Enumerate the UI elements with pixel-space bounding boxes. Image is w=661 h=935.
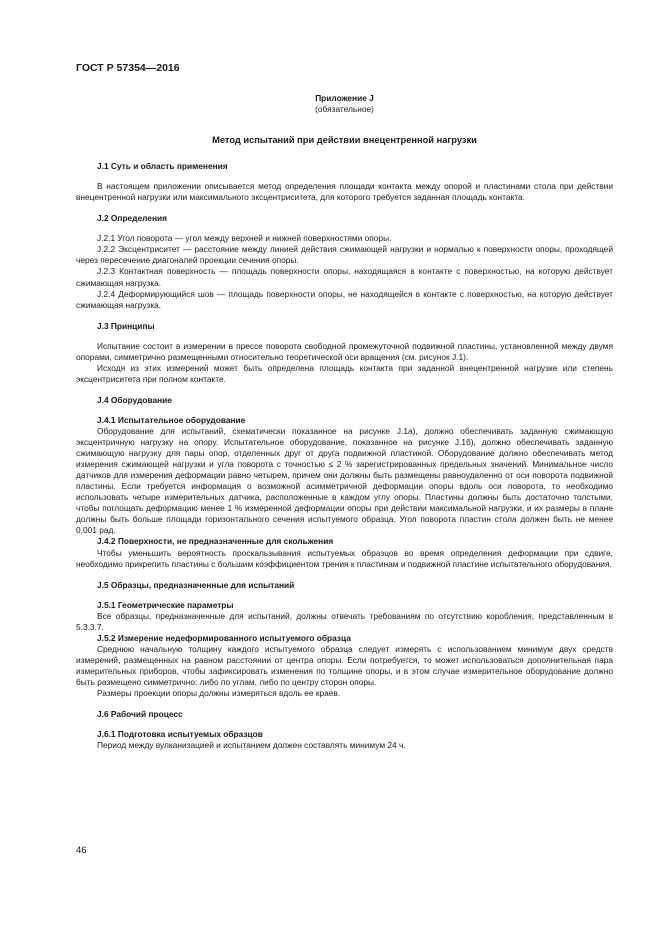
section-j1 bbox=[76, 161, 613, 203]
page-content bbox=[76, 93, 613, 751]
section-heading: J.1 Суть и область применения bbox=[97, 161, 228, 172]
standard-code: ГОСТ Р 57354—2016 bbox=[76, 62, 180, 74]
paragraph: Среднюю начальную толщину каждого испытуемого образца следует измерять с использованием минимум двух средств измерений, размещенных на равном расстоянии от центра опоры. Если потребуется, то может использоваться дополнительная пара измерительных приборов, чтобы зафиксировать изменения по толщине опоры, и в этом случае измерительное оборудование должно быть размещено симметрично: либо по углам, либо по центру сторон опоры. bbox=[76, 643, 613, 687]
section-heading: J.2 Определения bbox=[97, 213, 167, 224]
paragraph: J.2.2 Эксцентриситет — расстояние между линией действия сжимающей нагрузки и нормалью к поверхности опоры, проходящей через пересечение диагоналей проекции сечения опоры. bbox=[76, 244, 613, 266]
section-j4 bbox=[76, 395, 613, 570]
paragraph: Испытание состоит в измерении в прессе поворота свободной промежуточной подвижной пластины, установленной между двумя опорами, симметрично размещенными относительно теоретической оси вращения (см. рисунок J.1). bbox=[76, 340, 613, 362]
page-number: 46 bbox=[76, 845, 87, 856]
subsection-heading: J.4.1 Испытательное оборудование bbox=[97, 414, 246, 425]
annex-type: (обязательное) bbox=[315, 104, 374, 115]
paragraph: Чтобы уменьшить вероятность проскальзывания испытуемых образцов во время определения деформации при сдвиге, необходимо прикрепить пластины с большим коэффициентом трения к пластинам и подвижной пластине испытательного оборудования. bbox=[76, 547, 613, 569]
section-j3 bbox=[76, 321, 613, 385]
section-heading: J.5 Образцы, предназначенные для испытаний bbox=[97, 579, 295, 590]
section-j6 bbox=[76, 709, 613, 751]
paragraph: Период между вулканизацией и испытанием должен составлять минимум 24 ч. bbox=[97, 740, 406, 751]
paragraph: Все образцы, предназначенные для испытаний, должны отвечать требованиям по отсутствию коробления, представленным в 5.3.3.7. bbox=[76, 610, 613, 632]
section-j5 bbox=[76, 580, 613, 699]
paragraph: Размеры проекции опоры должны измеряться вдоль ее краев. bbox=[97, 688, 341, 699]
section-heading: J.4 Оборудование bbox=[97, 394, 172, 405]
section-heading: J.6 Рабочий процесс bbox=[97, 709, 183, 720]
annex-title: Приложение J bbox=[315, 93, 374, 103]
paragraph: J.2.1 Угол поворота — угол между верхней и нижней поверхностями опоры. bbox=[97, 233, 392, 244]
method-title: Метод испытаний при действии внецентренной нагрузки bbox=[212, 135, 477, 146]
section-j2 bbox=[76, 213, 613, 310]
paragraph: В настоящем приложении описывается метод определения площади контакта между опорой и пластинами стола при действии внецентренной нагрузки или максимального эксцентриситета, для которого требуется заданная площадь контакта. bbox=[76, 181, 613, 203]
section-heading: J.3 Принципы bbox=[97, 320, 155, 331]
subsection-heading: J.6.1 Подготовка испытуемых образцов bbox=[97, 729, 263, 740]
subsection-heading: J.5.2 Измерение недеформированного испытуемого образца bbox=[97, 632, 351, 643]
paragraph: Оборудование для испытаний, схематически показанное на рисунке J.1а), должно обеспечивать заданную сжимающую эксцентричную нагрузку на опору. Испытательное оборудование, показанное на рисунке J.1б), должно обеспечивать заданную сжимающую нагрузку для пары опор, отделенных друг от друга подвижной пластиной. Оборудование должно обеспечивать метод измерения сжимающей нагрузки и угла поворота с точностью ≤ 2 % зарегистрированных предельных значений. Минимальное число датчиков для измерения деформации равно четырем, причем они должны быть размещены равноудаленно от оси поворота подвижной пластины. Если требуется информация о возможной асимметричной деформации опоры вдоль оси поворота, то необходимо использовать четыре измерительных датчика, расположенные в каждом углу опоры. Пластины должны быть достаточно толстыми, чтобы поглощать деформацию менее 1 % измеренной деформации опоры при действии максимальной нагрузки, и их размеры в плане должны быть больше площади горизонтального сечения испытуемого образца. Угол поворота пластин стола должен быть не менее 0,001 рад. bbox=[76, 425, 613, 536]
paragraph: J.2.3 Контактная поверхность — площадь поверхности опоры, находящаяся в контакте с поверхностью, на которую действует сжимающая нагрузка. bbox=[76, 266, 613, 288]
subsection-heading: J.5.1 Геометрические параметры bbox=[97, 599, 234, 610]
subsection-heading: J.4.2 Поверхности, не предназначенные для скольжения bbox=[97, 536, 334, 547]
paragraph: Исходя из этих измерений может быть определена площадь контакта при заданной внецентренной нагрузке или степень эксцентриситета при полном контакте. bbox=[76, 362, 613, 384]
paragraph: J.2.4 Деформирующийся шов — площадь поверхности опоры, не находящейся в контакте с поверхностью, на которую действует сжимающая нагрузка. bbox=[76, 288, 613, 310]
